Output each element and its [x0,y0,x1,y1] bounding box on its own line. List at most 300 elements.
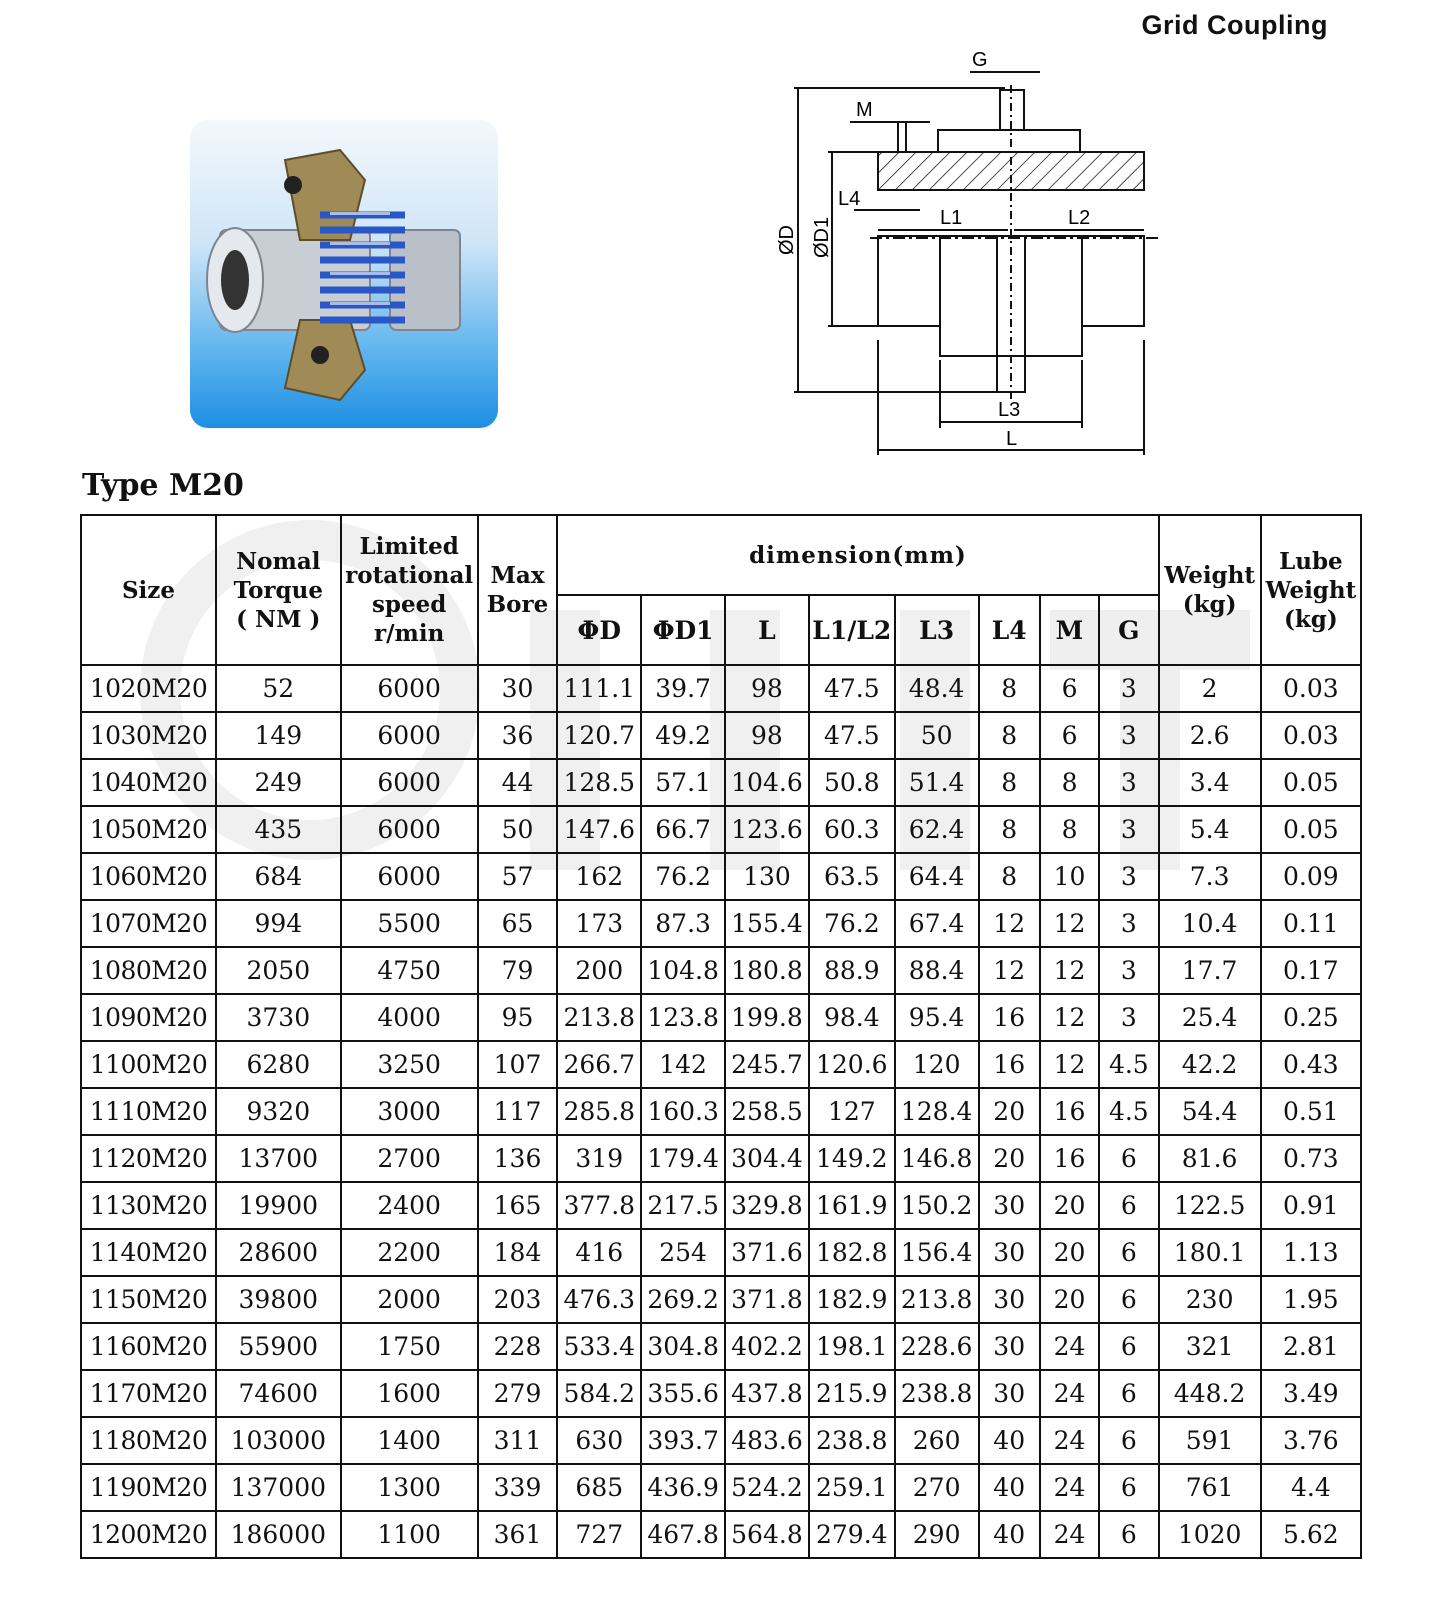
table-row [81,665,1361,712]
table-cell: 3000 [341,1088,478,1135]
table-cell: 483.6 [725,1417,809,1464]
table-cell: 50 [895,712,979,759]
table-cell: 20 [1040,1276,1099,1323]
table-cell: 3 [1099,759,1158,806]
table-cell: 60.3 [809,806,895,853]
table-cell: 30 [979,1370,1040,1417]
table-cell: 30 [979,1323,1040,1370]
table-row [81,1229,1361,1276]
table-cell: 0.11 [1261,900,1361,947]
table-cell: 249 [216,759,341,806]
section-title: Type M20 [82,468,244,503]
table-cell: 12 [1040,994,1099,1041]
header-l3: L3 [895,595,979,665]
table-cell: 311 [478,1417,558,1464]
cell-size: 1060M20 [81,853,216,900]
table-cell: 2000 [341,1276,478,1323]
table-cell: 57 [478,853,558,900]
table-cell: 4750 [341,947,478,994]
table-cell: 20 [979,1088,1040,1135]
table-cell: 2050 [216,947,341,994]
table-cell: 3 [1099,900,1158,947]
table-cell: 24 [1040,1417,1099,1464]
table-cell: 228 [478,1323,558,1370]
table-cell: 180.8 [725,947,809,994]
table-cell: 184 [478,1229,558,1276]
header-od: ΦD [557,595,641,665]
table-cell: 179.4 [641,1135,725,1182]
table-cell: 591 [1159,1417,1261,1464]
table-cell: 160.3 [641,1088,725,1135]
table-cell: 39.7 [641,665,725,712]
table-cell: 476.3 [557,1276,641,1323]
table-cell: 47.5 [809,665,895,712]
table-cell: 304.8 [641,1323,725,1370]
table-cell: 65 [478,900,558,947]
table-cell: 228.6 [895,1323,979,1370]
table-cell: 9320 [216,1088,341,1135]
header-od1: ΦD1 [641,595,725,665]
cell-size: 1150M20 [81,1276,216,1323]
table-cell: 436.9 [641,1464,725,1511]
table-cell: 1.13 [1261,1229,1361,1276]
product-photo [190,120,498,428]
table-cell: 1600 [341,1370,478,1417]
table-row [81,1041,1361,1088]
table-cell: 2.81 [1261,1323,1361,1370]
table-cell: 30 [979,1182,1040,1229]
table-cell: 5500 [341,900,478,947]
table-cell: 162 [557,853,641,900]
table-cell: 6 [1099,1370,1158,1417]
table-cell: 524.2 [725,1464,809,1511]
table-cell: 24 [1040,1464,1099,1511]
table-cell: 28600 [216,1229,341,1276]
table-cell: 245.7 [725,1041,809,1088]
table-cell: 12 [979,900,1040,947]
table-cell: 269.2 [641,1276,725,1323]
table-cell: 156.4 [895,1229,979,1276]
table-body [81,665,1361,1558]
drawing-label-g: G [972,49,988,71]
table-cell: 98.4 [809,994,895,1041]
table-cell: 727 [557,1511,641,1558]
table-cell: 684 [216,853,341,900]
table-cell: 259.1 [809,1464,895,1511]
table-cell: 2.6 [1159,712,1261,759]
cell-size: 1080M20 [81,947,216,994]
table-cell: 186000 [216,1511,341,1558]
table-cell: 339 [478,1464,558,1511]
table-cell: 136 [478,1135,558,1182]
table-cell: 6280 [216,1041,341,1088]
table-cell: 6 [1099,1417,1158,1464]
table-cell: 371.6 [725,1229,809,1276]
table-cell: 49.2 [641,712,725,759]
table-cell: 2700 [341,1135,478,1182]
table-cell: 6 [1099,1464,1158,1511]
table-cell: 371.8 [725,1276,809,1323]
header-l: L [725,595,809,665]
table-cell: 4000 [341,994,478,1041]
table-cell: 6000 [341,806,478,853]
table-cell: 50.8 [809,759,895,806]
table-cell: 3 [1099,994,1158,1041]
cell-size: 1160M20 [81,1323,216,1370]
table-cell: 36 [478,712,558,759]
table-cell: 30 [979,1229,1040,1276]
table-row [81,712,1361,759]
table-cell: 6000 [341,853,478,900]
table-cell: 66.7 [641,806,725,853]
drawing-label-m: M [856,99,873,121]
table-cell: 270 [895,1464,979,1511]
table-cell: 355.6 [641,1370,725,1417]
table-cell: 215.9 [809,1370,895,1417]
table-cell: 54.4 [1159,1088,1261,1135]
table-row [81,1417,1361,1464]
table-cell: 3 [1099,947,1158,994]
header-lube-weight: Lube Weight (kg) [1261,515,1361,665]
drawing-label-l1: L1 [940,207,963,229]
cell-size: 1040M20 [81,759,216,806]
table-cell: 76.2 [809,900,895,947]
table-cell: 51.4 [895,759,979,806]
table-cell: 2200 [341,1229,478,1276]
table-cell: 6000 [341,665,478,712]
header-g: G [1099,595,1158,665]
table-cell: 448.2 [1159,1370,1261,1417]
table-cell: 416 [557,1229,641,1276]
table-cell: 98 [725,712,809,759]
table-cell: 321 [1159,1323,1261,1370]
table-cell: 238.8 [895,1370,979,1417]
table-cell: 123.8 [641,994,725,1041]
table-cell: 6 [1099,1182,1158,1229]
table-cell: 4.5 [1099,1088,1158,1135]
table-cell: 146.8 [895,1135,979,1182]
table-cell: 39800 [216,1276,341,1323]
table-cell: 20 [1040,1182,1099,1229]
table-cell: 42.2 [1159,1041,1261,1088]
header-size: Size [81,515,216,665]
table-cell: 120 [895,1041,979,1088]
table-cell: 238.8 [809,1417,895,1464]
table-cell: 161.9 [809,1182,895,1229]
table-cell: 74600 [216,1370,341,1417]
table-cell: 203 [478,1276,558,1323]
table-cell: 437.8 [725,1370,809,1417]
table-cell: 435 [216,806,341,853]
table-cell: 2400 [341,1182,478,1229]
table-cell: 3730 [216,994,341,1041]
table-cell: 0.51 [1261,1088,1361,1135]
table-cell: 8 [979,759,1040,806]
table-cell: 182.9 [809,1276,895,1323]
table-cell: 24 [1040,1323,1099,1370]
table-cell: 24 [1040,1370,1099,1417]
cell-size: 1090M20 [81,994,216,1041]
grid-coupling-illustration [190,120,498,428]
spec-table [80,514,1362,1559]
table-cell: 137000 [216,1464,341,1511]
table-cell: 98 [725,665,809,712]
table-cell: 16 [1040,1088,1099,1135]
table-cell: 12 [979,947,1040,994]
table-cell: 24 [1040,1511,1099,1558]
table-row [81,853,1361,900]
table-cell: 6 [1099,1276,1158,1323]
table-cell: 165 [478,1182,558,1229]
table-cell: 62.4 [895,806,979,853]
table-cell: 1100 [341,1511,478,1558]
cell-size: 1020M20 [81,665,216,712]
table-row [81,759,1361,806]
table-cell: 20 [1040,1229,1099,1276]
table-cell: 7.3 [1159,853,1261,900]
header-weight: Weight (kg) [1159,515,1261,665]
drawing-label-od: ØD [776,225,798,255]
table-cell: 393.7 [641,1417,725,1464]
table-cell: 142 [641,1041,725,1088]
table-cell: 584.2 [557,1370,641,1417]
table-cell: 155.4 [725,900,809,947]
table-cell: 3 [1099,712,1158,759]
table-cell: 10.4 [1159,900,1261,947]
table-cell: 199.8 [725,994,809,1041]
table-cell: 16 [1040,1135,1099,1182]
table-cell: 12 [1040,1041,1099,1088]
table-cell: 266.7 [557,1041,641,1088]
table-cell: 47.5 [809,712,895,759]
table-cell: 0.05 [1261,759,1361,806]
table-cell: 6 [1099,1229,1158,1276]
table-cell: 8 [979,665,1040,712]
table-cell: 12 [1040,947,1099,994]
table-cell: 3 [1099,853,1158,900]
table-cell: 200 [557,947,641,994]
table-cell: 17.7 [1159,947,1261,994]
table-cell: 0.25 [1261,994,1361,1041]
table-cell: 95.4 [895,994,979,1041]
table-cell: 128.4 [895,1088,979,1135]
table-cell: 4.5 [1099,1041,1158,1088]
drawing-label-l3: L3 [998,399,1021,421]
dimension-drawing [776,40,1210,470]
table-cell: 0.05 [1261,806,1361,853]
table-cell: 3250 [341,1041,478,1088]
table-cell: 217.5 [641,1182,725,1229]
cell-size: 1070M20 [81,900,216,947]
table-cell: 0.17 [1261,947,1361,994]
table-cell: 564.8 [725,1511,809,1558]
table-cell: 103000 [216,1417,341,1464]
table-cell: 149.2 [809,1135,895,1182]
table-cell: 87.3 [641,900,725,947]
table-cell: 50 [478,806,558,853]
table-cell: 198.1 [809,1323,895,1370]
table-cell: 0.91 [1261,1182,1361,1229]
table-cell: 149 [216,712,341,759]
table-cell: 182.8 [809,1229,895,1276]
table-cell: 230 [1159,1276,1261,1323]
table-cell: 8 [979,853,1040,900]
table-cell: 0.09 [1261,853,1361,900]
table-cell: 111.1 [557,665,641,712]
drawing-label-l4: L4 [838,188,861,210]
table-cell: 88.4 [895,947,979,994]
table-cell: 3 [1099,665,1158,712]
table-cell: 213.8 [557,994,641,1041]
table-cell: 5.4 [1159,806,1261,853]
table-cell: 402.2 [725,1323,809,1370]
table-cell: 3.49 [1261,1370,1361,1417]
cross-section-diagram [776,40,1210,470]
table-cell: 6 [1099,1135,1158,1182]
table-cell: 0.03 [1261,665,1361,712]
header-l4: L4 [979,595,1040,665]
table-cell: 12 [1040,900,1099,947]
table-cell: 8 [979,712,1040,759]
table-cell: 279 [478,1370,558,1417]
table-cell: 30 [478,665,558,712]
table-cell: 79 [478,947,558,994]
cell-size: 1110M20 [81,1088,216,1135]
table-cell: 76.2 [641,853,725,900]
table-row [81,1464,1361,1511]
table-cell: 0.03 [1261,712,1361,759]
cell-size: 1180M20 [81,1417,216,1464]
cell-size: 1030M20 [81,712,216,759]
table-cell: 6000 [341,712,478,759]
table-cell: 377.8 [557,1182,641,1229]
table-cell: 95 [478,994,558,1041]
table-cell: 994 [216,900,341,947]
table-cell: 16 [979,1041,1040,1088]
table-cell: 467.8 [641,1511,725,1558]
table-cell: 3.76 [1261,1417,1361,1464]
table-cell: 104.8 [641,947,725,994]
table-cell: 319 [557,1135,641,1182]
drawing-label-l: L [1006,428,1018,450]
table-cell: 279.4 [809,1511,895,1558]
table-cell: 533.4 [557,1323,641,1370]
table-cell: 63.5 [809,853,895,900]
table-row [81,1276,1361,1323]
table-cell: 260 [895,1417,979,1464]
table-cell: 40 [979,1511,1040,1558]
table-cell: 285.8 [557,1088,641,1135]
table-cell: 6000 [341,759,478,806]
table-cell: 6 [1099,1511,1158,1558]
header-row [81,515,1361,595]
table-cell: 173 [557,900,641,947]
table-cell: 6 [1040,665,1099,712]
table-cell: 8 [979,806,1040,853]
table-cell: 55900 [216,1323,341,1370]
header-speed: Limited rotational speed r/min [341,515,478,665]
table-cell: 3 [1099,806,1158,853]
table-cell: 13700 [216,1135,341,1182]
table-cell: 180.1 [1159,1229,1261,1276]
table-row [81,1511,1361,1558]
table-cell: 67.4 [895,900,979,947]
table-row [81,1135,1361,1182]
table-cell: 1400 [341,1417,478,1464]
table-cell: 4.4 [1261,1464,1361,1511]
table-cell: 2 [1159,665,1261,712]
table-cell: 761 [1159,1464,1261,1511]
header-l1-l2: L1/L2 [809,595,895,665]
table-cell: 40 [979,1417,1040,1464]
table-cell: 329.8 [725,1182,809,1229]
cell-size: 1190M20 [81,1464,216,1511]
table-cell: 20 [979,1135,1040,1182]
table-cell: 19900 [216,1182,341,1229]
table-cell: 1750 [341,1323,478,1370]
table-cell: 48.4 [895,665,979,712]
drawing-label-od1: ØD1 [811,216,833,258]
table-cell: 254 [641,1229,725,1276]
cell-size: 1050M20 [81,806,216,853]
cell-size: 1120M20 [81,1135,216,1182]
table-cell: 685 [557,1464,641,1511]
table-cell: 123.6 [725,806,809,853]
table-cell: 81.6 [1159,1135,1261,1182]
cell-size: 1140M20 [81,1229,216,1276]
table-cell: 304.4 [725,1135,809,1182]
table-cell: 1020 [1159,1511,1261,1558]
drawing-label-l2: L2 [1068,207,1091,229]
table-cell: 6 [1040,712,1099,759]
table-cell: 107 [478,1041,558,1088]
table-row [81,1182,1361,1229]
table-cell: 361 [478,1511,558,1558]
table-cell: 1.95 [1261,1276,1361,1323]
header-max-bore: Max Bore [478,515,558,665]
table-cell: 64.4 [895,853,979,900]
cell-size: 1130M20 [81,1182,216,1229]
table-row [81,947,1361,994]
table-cell: 122.5 [1159,1182,1261,1229]
table-cell: 127 [809,1088,895,1135]
cell-size: 1200M20 [81,1511,216,1558]
table-cell: 150.2 [895,1182,979,1229]
table-cell: 25.4 [1159,994,1261,1041]
table-cell: 3.4 [1159,759,1261,806]
table-cell: 44 [478,759,558,806]
table-cell: 8 [1040,806,1099,853]
table-cell: 52 [216,665,341,712]
table-cell: 57.1 [641,759,725,806]
table-cell: 258.5 [725,1088,809,1135]
table-cell: 630 [557,1417,641,1464]
table-row [81,1088,1361,1135]
table-cell: 213.8 [895,1276,979,1323]
table-cell: 6 [1099,1323,1158,1370]
table-cell: 290 [895,1511,979,1558]
table-row [81,900,1361,947]
table-row [81,1370,1361,1417]
table-cell: 0.73 [1261,1135,1361,1182]
table-row [81,1323,1361,1370]
table-cell: 128.5 [557,759,641,806]
header-dimension: dimension(mm) [557,515,1158,595]
table-cell: 40 [979,1464,1040,1511]
header-torque: Nomal Torque ( NM ) [216,515,341,665]
table-cell: 1300 [341,1464,478,1511]
cell-size: 1100M20 [81,1041,216,1088]
